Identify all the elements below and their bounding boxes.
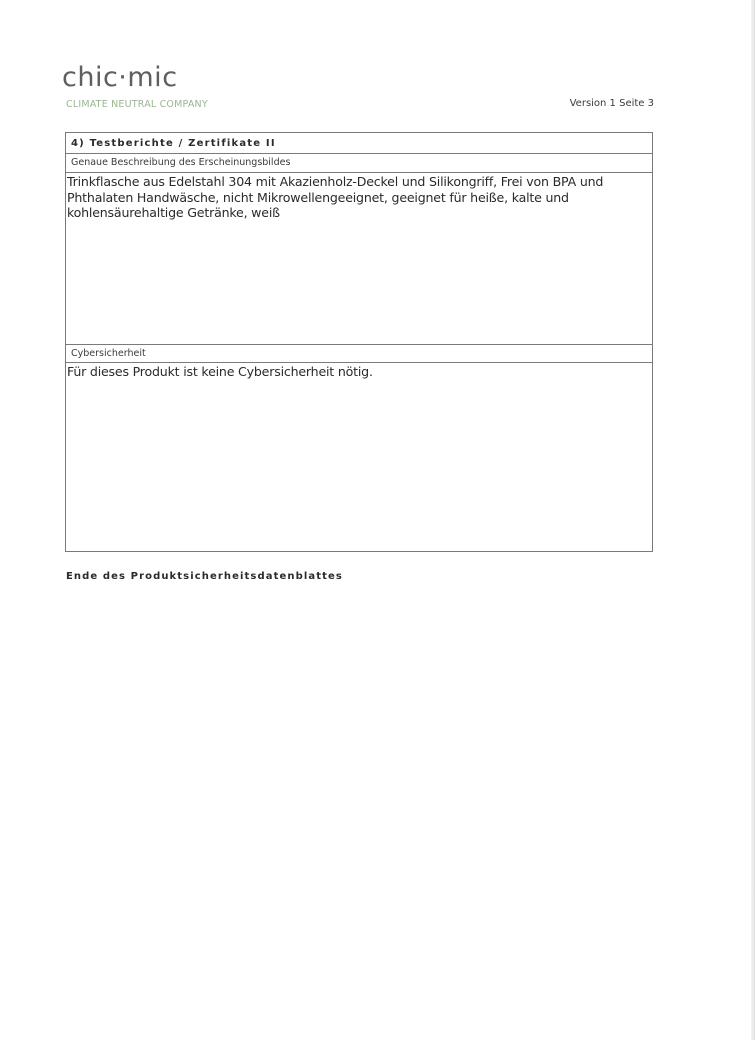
certificate-table bbox=[65, 132, 653, 552]
brand-logo: chic·mic bbox=[62, 62, 178, 93]
description-value: Trinkflasche aus Edelstahl 304 mit Akazienholz-Deckel und Silikongriff, Frei von BPA und Phthalaten Handwäsche, nicht Mikrowellengeeignet, geeignet für heiße, kalte und kohlensäurehaltige Getränke, weiß bbox=[67, 174, 604, 220]
section-title: 4) Testberichte / Zertifikate II bbox=[66, 133, 652, 154]
end-of-datasheet-note: Ende des Produktsicherheitsdatenblattes bbox=[66, 571, 343, 582]
description-label: Genaue Beschreibung des Erscheinungsbildes bbox=[66, 154, 652, 173]
cybersecurity-label: Cybersicherheit bbox=[66, 344, 652, 363]
cybersecurity-value: Für dieses Produkt ist keine Cybersicherheit nötig. bbox=[67, 364, 373, 379]
page-edge bbox=[751, 0, 755, 1040]
brand-tagline: CLIMATE NEUTRAL COMPANY bbox=[66, 99, 208, 110]
version-page-label: Version 1 Seite 3 bbox=[569, 98, 654, 109]
